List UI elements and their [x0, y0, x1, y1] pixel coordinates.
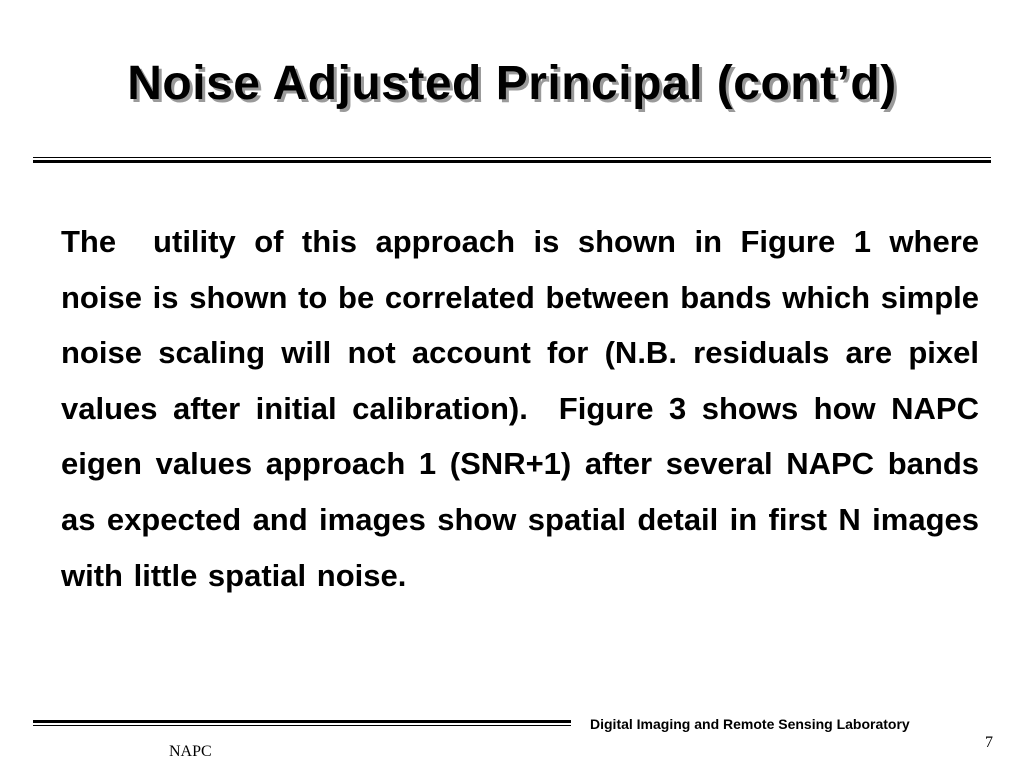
body-paragraph: The utility of this approach is shown in Figure 1 where noise is shown to be correlated between bands which simple noise scaling will not account for (N.B. residuals are pixel values after initial calibration). Figure 3 shows how NAPC eigen values approach 1 (SNR+1) after several NAPC bands as expected and images show spatial detail in first N images with little spatial noise.	[61, 224, 990, 593]
page-number: 7	[985, 734, 993, 751]
footer-divider-thin-line	[33, 725, 571, 726]
footer-lab-name: Digital Imaging and Remote Sensing Laboratory	[590, 716, 910, 732]
footer-divider-thick-line	[33, 720, 571, 723]
slide-title: Noise Adjusted Principal (cont’d)	[127, 57, 897, 110]
title-divider-thick-line	[33, 160, 991, 163]
footer-section-label: NAPC	[169, 743, 212, 760]
footer-divider	[33, 720, 571, 726]
title-divider-thin-line	[33, 157, 991, 158]
title-divider	[33, 157, 991, 164]
